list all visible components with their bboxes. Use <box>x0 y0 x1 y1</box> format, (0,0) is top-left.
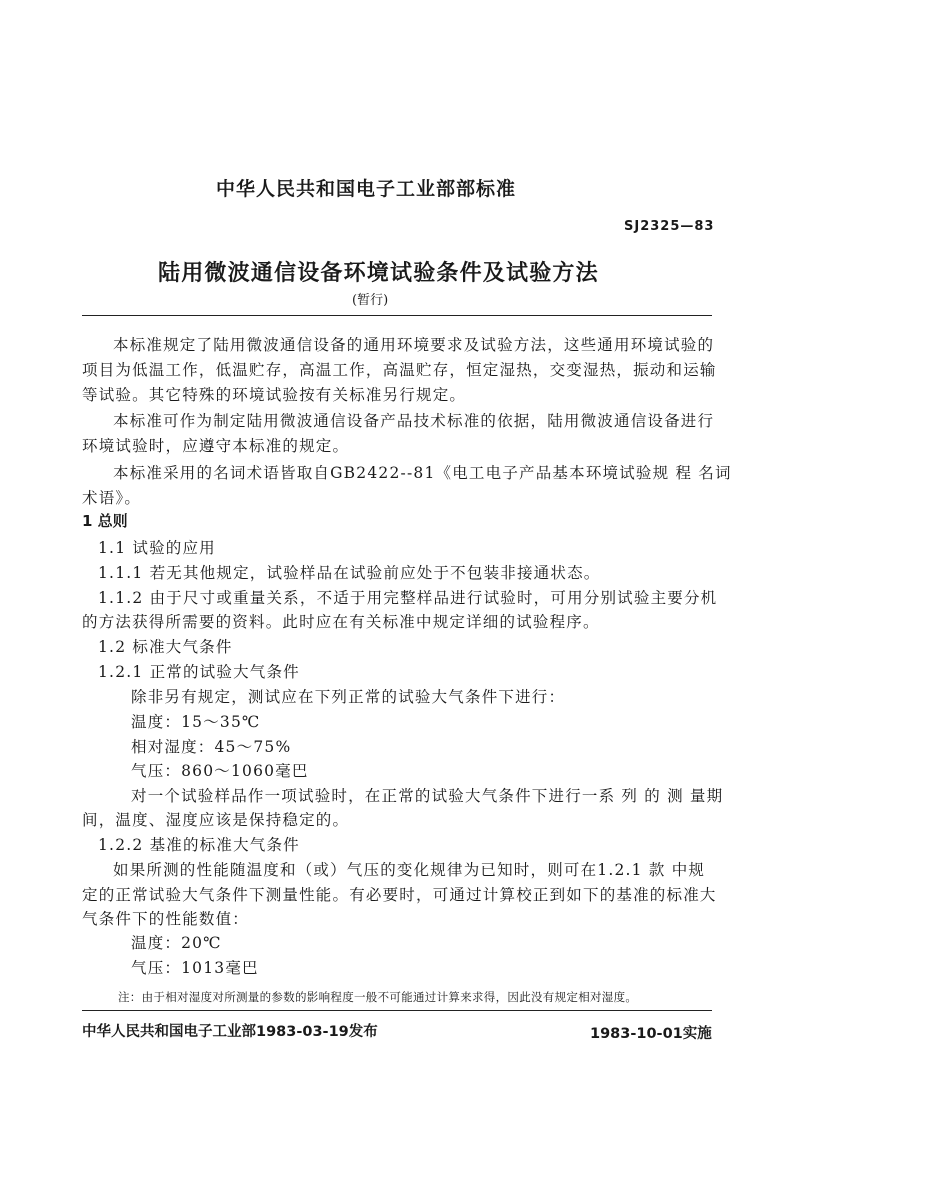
text-line: 等试验。其它特殊的环境试验按有关标准另行规定。 <box>82 386 467 404</box>
section-1-1: 1.1 试验的应用 <box>98 539 216 557</box>
text-line: 环境试验时，应遵守本标准的规定。 <box>82 437 350 455</box>
text-line: 项目为低温工作，低温贮存，高温工作，高温贮存，恒定湿热，交变湿热，振动和运输 <box>82 361 717 379</box>
condition-temperature: 温度：15～35℃ <box>131 713 261 731</box>
document-title: 陆用微波通信设备环境试验条件及试验方法 <box>158 260 599 286</box>
reference-temperature: 温度：20℃ <box>131 934 222 952</box>
section-1-2: 1.2 标准大气条件 <box>98 638 233 656</box>
section-1-2-1-note-line: 对一个试验样品作一项试验时，在正常的试验大气条件下进行一系 列 的 测 量期 <box>131 787 724 805</box>
footer-divider <box>82 1010 712 1011</box>
section-1-2-1-text: 除非另有规定，测试应在下列正常的试验大气条件下进行： <box>131 688 566 706</box>
text-line: 本标准采用的名词术语皆取自GB2422--81《电工电子产品基本环境试验规 程 名词 <box>113 464 732 482</box>
reference-pressure: 气压：1013毫巴 <box>131 959 259 977</box>
effective-date: 1983-10-01实施 <box>590 1026 712 1042</box>
text-line: 本标准可作为制定陆用微波通信设备产品技术标准的依据，陆用微波通信设备进行 <box>113 412 715 430</box>
ministry-title: 中华人民共和国电子工业部部标准 <box>216 178 517 200</box>
condition-humidity: 相对湿度：45～75% <box>131 738 292 756</box>
title-divider <box>82 315 712 316</box>
section-heading-1: 1 总则 <box>82 512 128 530</box>
section-1-2-2-text-line: 气条件下的性能数值： <box>82 910 250 928</box>
section-1-2-2-text-line: 定的正常试验大气条件下测量性能。有必要时，可通过计算校正到如下的基准的标准大 <box>82 886 717 904</box>
section-1-2-2-text-line: 如果所测的性能随温度和（或）气压的变化规律为已知时，则可在1.2.1 款 中规 <box>113 861 706 879</box>
text-line: 术语》。 <box>82 489 142 507</box>
issued-date: 中华人民共和国电子工业部1983-03-19发布 <box>82 1024 378 1040</box>
section-1-1-2-line: 的方法获得所需要的资料。此时应在有关标准中规定详细的试验程序。 <box>82 613 600 631</box>
section-1-2-1-note-line: 间，温度、湿度应该是保持稳定的。 <box>82 811 350 829</box>
section-1-1-2-line: 1.1.2 由于尺寸或重量关系，不适于用完整样品进行试验时，可用分别试验主要分机 <box>98 589 718 607</box>
text-line: 本标准规定了陆用微波通信设备的通用环境要求及试验方法，这些通用环境试验的 <box>113 336 715 354</box>
section-1-1-1: 1.1.1 若无其他规定，试验样品在试验前应处于不包装非接通状态。 <box>98 564 601 582</box>
document-subtitle: (暂行) <box>352 293 389 308</box>
section-1-2-1: 1.2.1 正常的试验大气条件 <box>98 663 300 681</box>
condition-pressure: 气压：860～1060毫巴 <box>131 762 309 780</box>
standard-number: SJ2325—83 <box>624 219 715 234</box>
footnote-text: 注：由于相对湿度对所测量的参数的影响程度一般不可能通过计算来求得，因此没有规定相对湿度。 <box>118 990 638 1004</box>
section-1-2-2: 1.2.2 基准的标准大气条件 <box>98 836 300 854</box>
